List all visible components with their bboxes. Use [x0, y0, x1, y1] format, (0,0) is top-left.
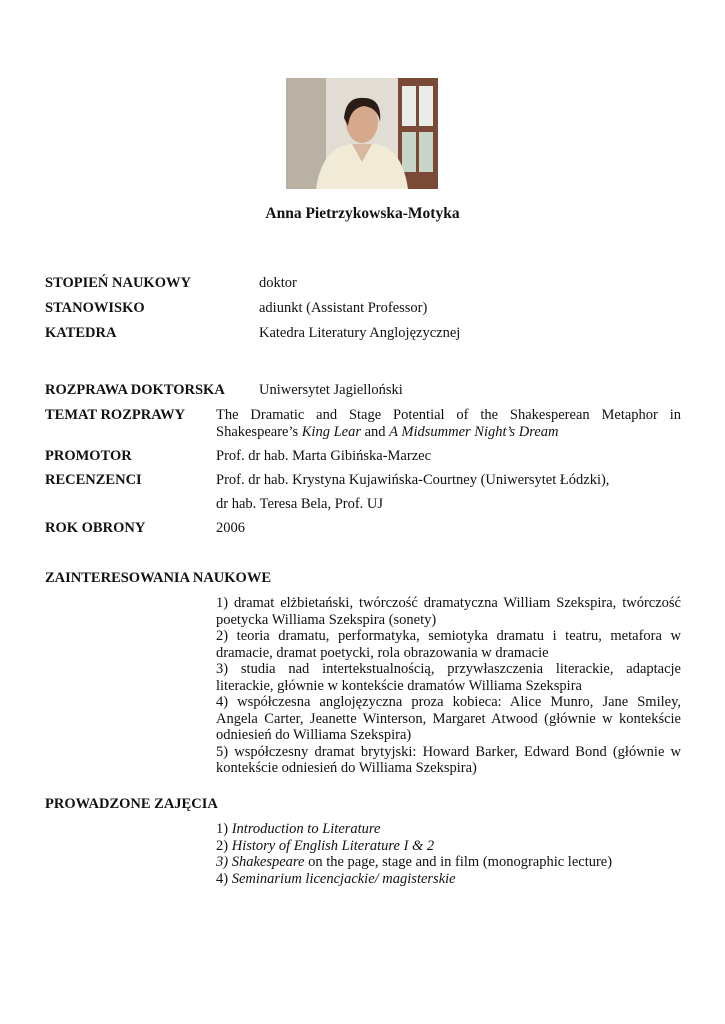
- dissertation-value: Uniwersytet Jagielloński: [259, 382, 403, 398]
- interest-item: 5) współczesny dramat brytyjski: Howard Barker, Edward Bond (głównie w kontekście odniesień do Williama Szekspira): [216, 743, 681, 776]
- topic-title-2: A Midsummer Night’s Dream: [389, 423, 559, 440]
- supervisor-value: Prof. dr hab. Marta Gibińska-Marzec: [216, 448, 432, 464]
- department-value: Katedra Literatury Anglojęzycznej: [259, 325, 461, 341]
- person-name: Anna Pietrzykowska-Motyka: [265, 205, 460, 222]
- topic-text-2: and: [360, 423, 390, 440]
- courses-heading: PROWADZONE ZAJĘCIA: [45, 796, 218, 812]
- courses-list: [216, 821, 681, 887]
- course-number: 2): [216, 837, 232, 854]
- reviewer-2: dr hab. Teresa Bela, Prof. UJ: [216, 496, 384, 512]
- interest-item: 4) współczesna anglojęzyczna proza kobieca: Alice Munro, Jane Smiley, Angela Carter, Jeanette Winterson, Margaret Atwood (głównie w kontekście odniesień do Williama Szekspira): [216, 694, 681, 743]
- interest-item: 1) dramat elżbietański, twórczość dramatyczna William Szekspira, twórczość poetycka Williama Szekspira (sonety): [216, 595, 681, 628]
- course-title: Seminarium licencjackie/ magisterskie: [231, 870, 456, 887]
- position-value: adiunkt (Assistant Professor): [259, 300, 428, 316]
- reviewer-1: Prof. dr hab. Krystyna Kujawińska-Courtney (Uniwersytet Łódzki),: [216, 472, 610, 488]
- course-item: [216, 854, 681, 871]
- course-item: [216, 838, 681, 855]
- course-item: [216, 821, 681, 838]
- defense-year-label: ROK OBRONY: [45, 520, 146, 536]
- topic-text-1: The Dramatic and Stage Potential of the Shakesperean Metaphor in Shakespeare’s: [216, 407, 681, 440]
- course-title: Introduction to Literature: [231, 821, 381, 837]
- profile-photo: [286, 78, 438, 189]
- profile-photo-image: [286, 78, 438, 189]
- degree-label: STOPIEŃ NAUKOWY: [45, 275, 191, 291]
- degree-value: doktor: [259, 275, 297, 291]
- position-label: STANOWISKO: [45, 300, 145, 316]
- course-item: [216, 871, 681, 888]
- topic-title-1: King Lear: [301, 423, 361, 440]
- defense-year-value: 2006: [216, 520, 245, 536]
- course-number: 1): [216, 821, 232, 837]
- interest-item: 3) studia nad intertekstualnością, przywłaszczenia literackie, adaptacje literackie, głównie w kontekście dramatów Williama Szekspira: [216, 661, 681, 694]
- interests-list: [216, 595, 681, 777]
- course-title: History of English Literature I & 2: [231, 837, 435, 854]
- dissertation-label: ROZPRAWA DOKTORSKA: [45, 382, 225, 398]
- supervisor-label: PROMOTOR: [45, 448, 132, 464]
- interests-heading: ZAINTERESOWANIA NAUKOWE: [45, 570, 272, 586]
- reviewers-label: RECENZENCI: [45, 472, 142, 488]
- course-title: 3) Shakespeare: [216, 854, 305, 870]
- department-label: KATEDRA: [45, 325, 117, 341]
- course-number: 4): [216, 870, 232, 887]
- interest-item: 2) teoria dramatu, performatyka, semiotyka dramatu i teatru, metafora w dramacie, dramat poetycki, rola obrazowania w dramacie: [216, 628, 681, 661]
- topic-label: TEMAT ROZPRAWY: [45, 407, 186, 423]
- topic-value: [216, 407, 681, 440]
- course-description: on the page, stage and in film (monographic lecture): [304, 854, 613, 870]
